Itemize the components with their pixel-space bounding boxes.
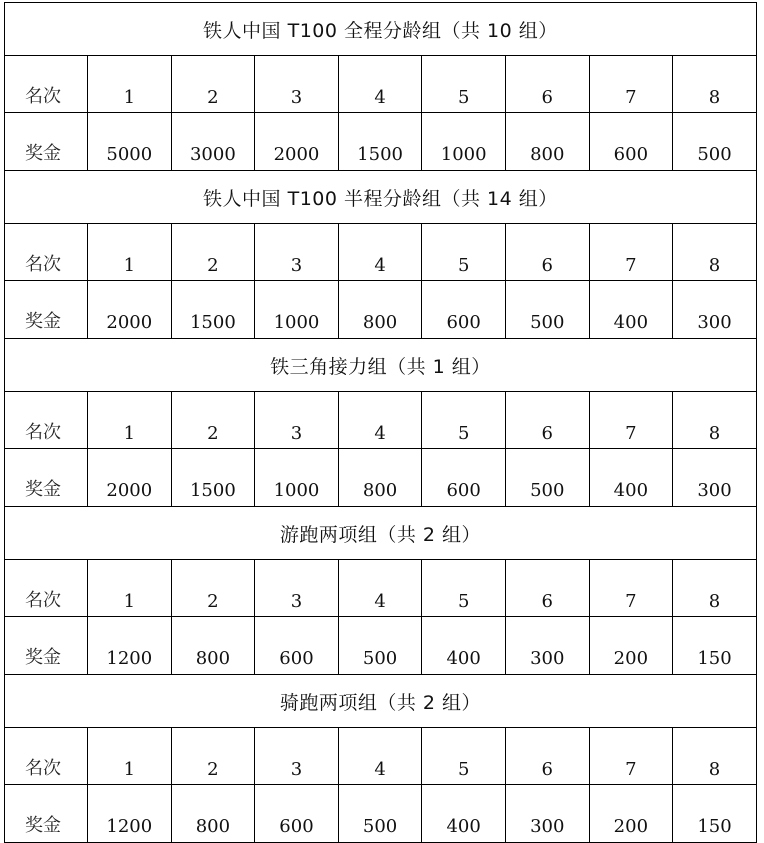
prize-table-container (4, 2, 757, 843)
prize-cell: 200 (589, 617, 673, 675)
prize-cell: 1200 (88, 617, 172, 675)
prize-cell: 400 (422, 617, 506, 675)
prize-cell: 300 (505, 617, 589, 675)
rank-cell: 3 (255, 56, 339, 113)
prize-row (5, 113, 757, 171)
section-title: 游跑两项组（共 2 组） (5, 507, 757, 560)
rank-cell: 4 (338, 560, 422, 617)
section-title: 骑跑两项组（共 2 组） (5, 675, 757, 728)
prize-cell: 200 (589, 785, 673, 843)
prize-row (5, 449, 757, 507)
prize-cell: 500 (673, 113, 757, 171)
prize-cell: 150 (673, 785, 757, 843)
rank-label: 名次 (5, 392, 88, 449)
prize-cell: 1500 (171, 449, 255, 507)
prize-cell: 300 (673, 281, 757, 339)
rank-cell: 2 (171, 560, 255, 617)
prize-cell: 500 (505, 449, 589, 507)
rank-row (5, 728, 757, 785)
rank-cell: 4 (338, 56, 422, 113)
rank-cell: 8 (673, 560, 757, 617)
section-title-row (5, 339, 757, 392)
prize-cell: 300 (505, 785, 589, 843)
section-title-row (5, 675, 757, 728)
prize-cell: 1000 (422, 113, 506, 171)
rank-cell: 3 (255, 392, 339, 449)
rank-cell: 5 (422, 56, 506, 113)
rank-cell: 3 (255, 560, 339, 617)
rank-cell: 7 (589, 392, 673, 449)
rank-cell: 4 (338, 224, 422, 281)
rank-cell: 1 (88, 56, 172, 113)
prize-cell: 500 (338, 617, 422, 675)
rank-cell: 1 (88, 728, 172, 785)
rank-label: 名次 (5, 224, 88, 281)
rank-cell: 2 (171, 392, 255, 449)
rank-cell: 6 (505, 728, 589, 785)
rank-cell: 5 (422, 560, 506, 617)
prize-label: 奖金 (5, 617, 88, 675)
prize-cell: 1000 (255, 449, 339, 507)
prize-table (4, 2, 757, 843)
rank-cell: 4 (338, 392, 422, 449)
prize-label: 奖金 (5, 785, 88, 843)
prize-cell: 400 (589, 281, 673, 339)
rank-cell: 1 (88, 560, 172, 617)
rank-cell: 8 (673, 224, 757, 281)
prize-cell: 800 (338, 449, 422, 507)
rank-cell: 3 (255, 728, 339, 785)
prize-cell: 2000 (88, 281, 172, 339)
section-title: 铁三角接力组（共 1 组） (5, 339, 757, 392)
rank-row (5, 392, 757, 449)
prize-cell: 600 (422, 449, 506, 507)
prize-cell: 500 (505, 281, 589, 339)
prize-row (5, 785, 757, 843)
rank-cell: 8 (673, 56, 757, 113)
prize-cell: 600 (255, 617, 339, 675)
rank-cell: 7 (589, 224, 673, 281)
prize-cell: 1000 (255, 281, 339, 339)
rank-cell: 8 (673, 392, 757, 449)
rank-label: 名次 (5, 56, 88, 113)
rank-cell: 7 (589, 56, 673, 113)
prize-cell: 150 (673, 617, 757, 675)
rank-row (5, 56, 757, 113)
prize-cell: 600 (422, 281, 506, 339)
rank-cell: 5 (422, 728, 506, 785)
prize-cell: 800 (505, 113, 589, 171)
prize-cell: 400 (589, 449, 673, 507)
prize-cell: 1500 (171, 281, 255, 339)
prize-cell: 400 (422, 785, 506, 843)
prize-table-body (5, 3, 757, 843)
rank-row (5, 560, 757, 617)
prize-cell: 1500 (338, 113, 422, 171)
rank-cell: 5 (422, 224, 506, 281)
prize-cell: 500 (338, 785, 422, 843)
rank-cell: 3 (255, 224, 339, 281)
prize-label: 奖金 (5, 113, 88, 171)
section-title-row (5, 171, 757, 224)
rank-cell: 1 (88, 392, 172, 449)
prize-row (5, 617, 757, 675)
prize-cell: 800 (171, 785, 255, 843)
prize-cell: 1200 (88, 785, 172, 843)
prize-cell: 2000 (255, 113, 339, 171)
rank-cell: 6 (505, 392, 589, 449)
section-title-row (5, 507, 757, 560)
section-title: 铁人中国 T100 半程分龄组（共 14 组） (5, 171, 757, 224)
prize-cell: 5000 (88, 113, 172, 171)
rank-cell: 8 (673, 728, 757, 785)
rank-cell: 2 (171, 224, 255, 281)
rank-label: 名次 (5, 728, 88, 785)
rank-cell: 7 (589, 560, 673, 617)
prize-label: 奖金 (5, 449, 88, 507)
rank-cell: 6 (505, 560, 589, 617)
prize-cell: 600 (255, 785, 339, 843)
prize-cell: 2000 (88, 449, 172, 507)
rank-cell: 5 (422, 392, 506, 449)
rank-cell: 7 (589, 728, 673, 785)
rank-cell: 2 (171, 56, 255, 113)
prize-cell: 800 (171, 617, 255, 675)
prize-cell: 600 (589, 113, 673, 171)
rank-row (5, 224, 757, 281)
rank-cell: 4 (338, 728, 422, 785)
prize-label: 奖金 (5, 281, 88, 339)
section-title: 铁人中国 T100 全程分龄组（共 10 组） (5, 3, 757, 56)
prize-cell: 300 (673, 449, 757, 507)
prize-cell: 3000 (171, 113, 255, 171)
rank-cell: 6 (505, 224, 589, 281)
rank-cell: 1 (88, 224, 172, 281)
rank-cell: 6 (505, 56, 589, 113)
rank-label: 名次 (5, 560, 88, 617)
rank-cell: 2 (171, 728, 255, 785)
prize-row (5, 281, 757, 339)
section-title-row (5, 3, 757, 56)
prize-cell: 800 (338, 281, 422, 339)
